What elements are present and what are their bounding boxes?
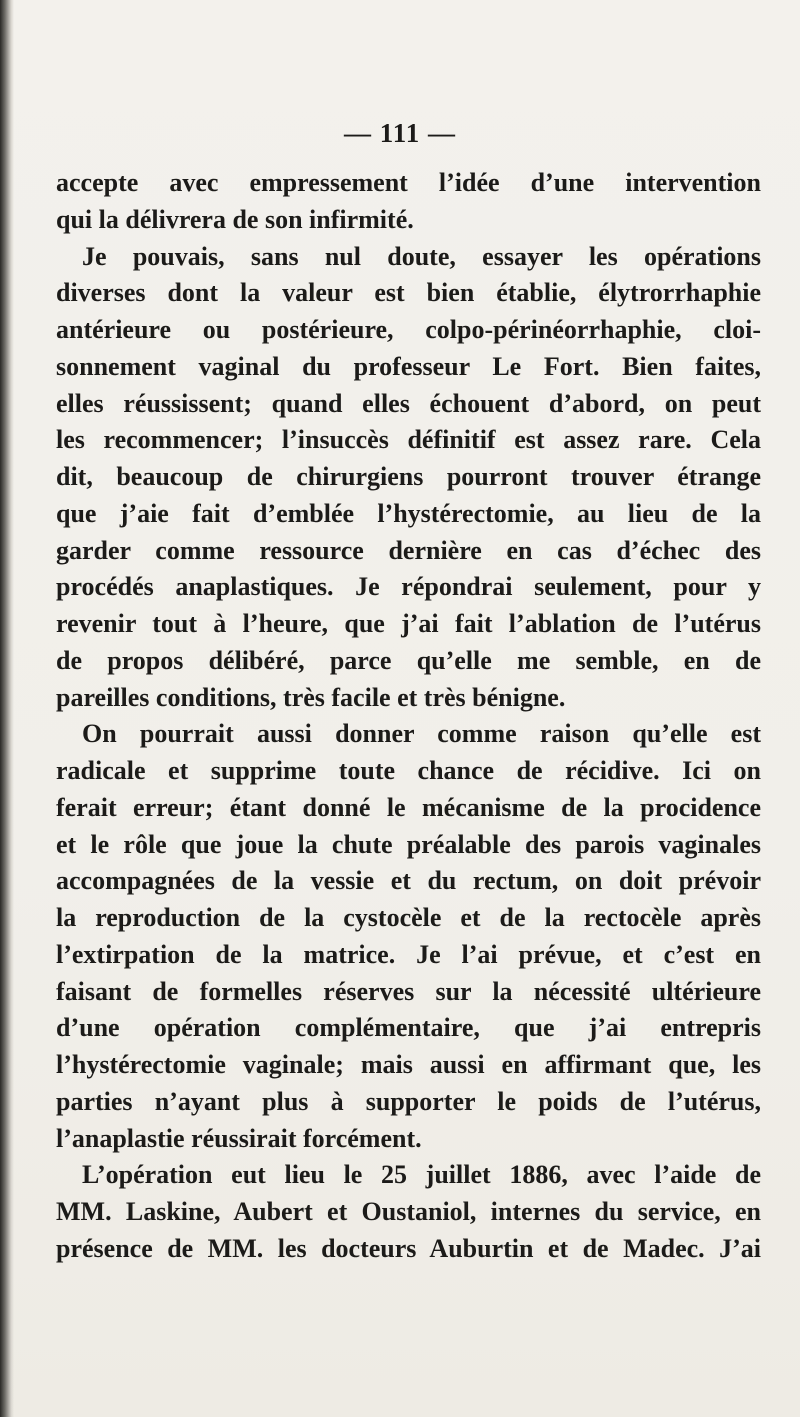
text-line: MM. Laskine, Aubert et Oustaniol, internes du service, en [56, 1197, 761, 1226]
text-line: les recommencer; l’insuccès définitif est assez rare. Cela [56, 425, 761, 455]
text-line: diverses dont la valeur est bien établie, élytrorrhaphie [56, 278, 761, 308]
page-number: — 111 — [343, 118, 457, 148]
text-line: faisant de formelles réserves sur la nécessité ultérieure [56, 976, 761, 1006]
text-line: sonnement vaginal du professeur Le Fort. Bien faites, [56, 351, 761, 381]
text-line: de propos délibéré, parce qu’elle me semble, en de [56, 645, 761, 675]
page-binding-edge [0, 0, 14, 1417]
text-line: radicale et supprime toute chance de récidive. Ici on [56, 756, 761, 785]
text-line: accepte avec empressement l’idée d’une intervention [56, 168, 761, 197]
text-line: accompagnées de la vessie et du rectum, on doit prévoir [56, 866, 761, 896]
text-line: l’extirpation de la matrice. Je l’ai prévue, et c’est en [56, 939, 761, 969]
text-line: dit, beaucoup de chirurgiens pourront trouver étrange [56, 462, 761, 491]
text-line: antérieure ou postérieure, colpo-périnéorrhaphie, cloi- [56, 315, 761, 344]
text-line: pareilles conditions, très facile et très bénigne. [56, 682, 566, 712]
text-line: parties n’ayant plus à supporter le poids de l’utérus, [56, 1086, 761, 1116]
text-line: que j’aie fait d’emblée l’hystérectomie, au lieu de la [56, 498, 761, 528]
text-line: revenir tout à l’heure, que j’ai fait l’ablation de l’utérus [56, 609, 761, 638]
text-line: présence de MM. les docteurs Auburtin et de Madec. J’ai [56, 1233, 761, 1263]
text-line: l’hystérectomie vaginale; mais aussi en affirmant que, les [56, 1050, 761, 1079]
text-line: elles réussissent; quand elles échouent d’abord, on peut [56, 388, 761, 418]
text-line: l’anaplastie réussirait forcément. [56, 1123, 422, 1153]
text-line: d’une opération complémentaire, que j’ai entrepris [56, 1013, 761, 1043]
text-line: L’opération eut lieu le 25 juillet 1886, avec l’aide de [82, 1160, 761, 1190]
text-line: procédés anaplastiques. Je répondrai seulement, pour y [56, 572, 761, 602]
text-line: garder comme ressource dernière en cas d’échec des [56, 535, 761, 565]
body-text [56, 165, 761, 1268]
text-line: qui la délivrera de son infirmité. [56, 204, 414, 234]
text-line: ferait erreur; étant donné le mécanisme de la procidence [56, 792, 761, 822]
text-line: et le rôle que joue la chute préalable des parois vaginales [56, 829, 761, 859]
text-line: la reproduction de la cystocèle et de la rectocèle après [56, 903, 761, 932]
text-line: On pourrait aussi donner comme raison qu’elle est [82, 719, 761, 749]
text-line: Je pouvais, sans nul doute, essayer les opérations [82, 241, 761, 271]
